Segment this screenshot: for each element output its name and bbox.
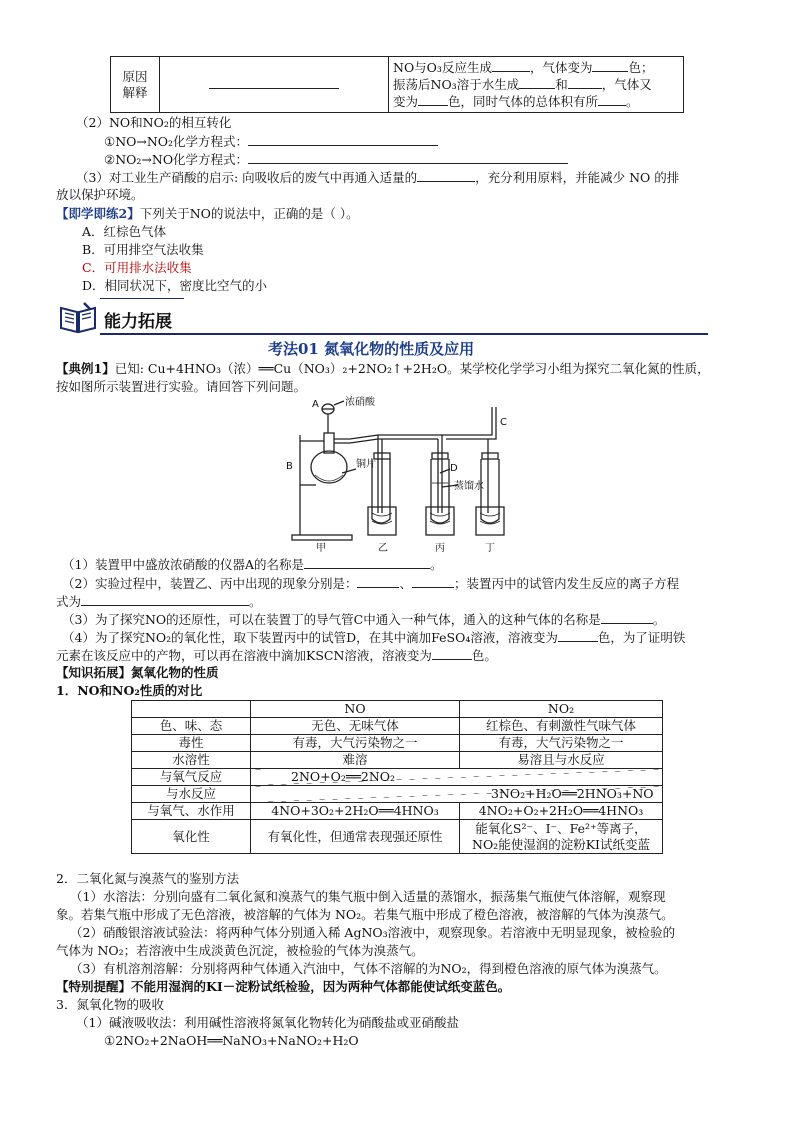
table-cell-merged: 2NO+O₂══2NO₂ xyxy=(251,769,663,786)
part2-tip: 【特别提醒】不能用湿润的KI－淀粉试纸检验，因为两种气体都能使试纸变蓝色。 xyxy=(56,979,511,994)
example-tag: 【典例1】 xyxy=(56,361,115,376)
practice-question: 【即学即练2】下列关于NO的说法中，正确的是（ ）。 xyxy=(56,206,359,221)
table-cell: 与氧气、水作用 xyxy=(132,803,251,820)
open-book-icon xyxy=(58,300,98,334)
answer-blank[interactable] xyxy=(568,76,602,89)
option-c: C．可用排水法收集 xyxy=(82,260,192,275)
answer-blank[interactable] xyxy=(592,59,628,72)
answer-blank[interactable] xyxy=(598,93,626,106)
banner-title: 能力拓展 xyxy=(104,312,172,332)
answer-blank[interactable] xyxy=(357,575,399,588)
table-row xyxy=(132,786,663,803)
label-jia: 甲 xyxy=(316,543,326,553)
table-cell: 氧化性 xyxy=(132,820,251,854)
table-cell: 色、味、态 xyxy=(132,718,251,735)
sec2-title: （2）NO和NO₂的相互转化 xyxy=(76,115,232,130)
label-d: D xyxy=(450,463,458,474)
label-yi: 乙 xyxy=(378,543,388,553)
example-line1: 【典例1】已知: Cu+4HNO₃（浓）══Cu（NO₃）₂+2NO₂↑+2H₂O。某学校化学学习小组为探究二氧化氮的性质， xyxy=(56,361,710,376)
label-copper: 铜片 xyxy=(356,459,376,470)
table-row xyxy=(132,769,663,786)
answer-blank[interactable] xyxy=(418,93,448,106)
answer-blank[interactable] xyxy=(558,629,598,642)
answer-blank[interactable] xyxy=(519,76,555,89)
question-1: （1）装置甲中盛放浓硝酸的仪器A的名称是 。 xyxy=(62,557,443,572)
blank-cell xyxy=(160,57,389,113)
question-2: （2）实验过程中，装置乙、丙中出现的现象分别是： 、 ；装置丙中的试管内发生反应的离子方程 xyxy=(62,576,679,591)
table-cell: 红棕色、有刺激性气味气体 xyxy=(460,718,663,735)
table-cell: 有毒，大气污染物之一 xyxy=(251,735,460,752)
table-header: NO₂ xyxy=(460,701,663,718)
answer-blank[interactable] xyxy=(304,556,430,569)
question-4-cont: 元素在该反应中的产物，可以再在溶液中滴加KSCN溶液，溶液变为 色。 xyxy=(56,648,497,663)
table-cell: 与水反应 xyxy=(132,786,251,803)
sec2-item1: ①NO→NO₂化学方程式： xyxy=(104,133,438,150)
table-cell: 4NO+3O₂+2H₂O══4HNO₃ xyxy=(251,803,460,820)
label-c: C xyxy=(500,417,507,428)
label-a: A xyxy=(312,399,319,410)
knowledge-tag: 【知识拓展】氮氧化物的性质 xyxy=(56,665,219,680)
label-b: B xyxy=(286,461,293,472)
part3-p1: （1）碱液吸收法：利用碱性溶液将氮氧化物转化为硝酸盐或亚硝酸盐 xyxy=(76,1015,459,1030)
label-water: 蒸馏水 xyxy=(454,481,484,492)
knowledge-title-1: 1．NO和NO₂性质的对比 xyxy=(56,683,203,698)
answer-blank[interactable] xyxy=(412,575,454,588)
table-header xyxy=(132,701,251,718)
label-bing: 丙 xyxy=(435,543,445,553)
table-cell: 有毒，大气污染物之一 xyxy=(460,735,663,752)
label-conc-nitric: 浓硝酸 xyxy=(345,397,375,408)
example-line2: 按如图所示装置进行实验。请回答下列问题。 xyxy=(56,379,307,394)
answer-blank[interactable] xyxy=(492,59,530,72)
table-row xyxy=(132,718,663,735)
part3-title: 3．氮氧化物的吸收 xyxy=(56,997,164,1012)
table-cell: 水溶性 xyxy=(132,752,251,769)
question-3: （3）为了探究NO的还原性，可以在装置丁的导气管C中通入一种气体，通入的这种气体的名称是 。 xyxy=(62,612,666,627)
option-d: D．相同状况下，密度比空气的小 xyxy=(82,278,268,293)
answer-blank[interactable] xyxy=(209,76,339,89)
answer-blank[interactable] xyxy=(601,611,653,624)
label-ding: 丁 xyxy=(485,543,495,553)
top-table xyxy=(110,56,684,113)
answer-blank[interactable] xyxy=(417,169,475,182)
part2-p1a: （1）水溶法：分别向盛有二氧化氮和溴蒸气的集气瓶中倒入适量的蒸馏水，振荡集气瓶使气体溶解，观察现 xyxy=(70,889,666,904)
table-header: NO xyxy=(251,701,460,718)
table-cell: 难溶 xyxy=(251,752,460,769)
table-row xyxy=(132,752,663,769)
answer-blank[interactable] xyxy=(248,133,438,146)
reason-text-cell: NO与O₃反应生成 ，气体变为 色； 振荡后NO₃溶于水生成 和 ，气体又 变为 色，同时气体的总体积有所 。 xyxy=(389,57,684,113)
part2-p2a: （2）硝酸银溶液试验法：将两种气体分别通入稀 AgNO₃溶液中，观察现象。若溶液中无明显现象，被检验的 xyxy=(70,925,676,940)
part2-p3: （3）有机溶剂溶解：分别将两种气体通入汽油中，气体不溶解的为NO₂，得到橙色溶液的原气体为溴蒸气。 xyxy=(70,961,667,976)
question-2-cont: 式为 。 xyxy=(56,594,262,609)
part2-p1b: 象。若集气瓶中形成了无色溶液，被溶解的气体为 NO₂。若集气瓶中形成了橙色溶液，被溶解的气体为溴蒸气。 xyxy=(56,907,674,922)
table-cell-merged: 3NO₂+H₂O══2HNO₃+NO xyxy=(251,786,663,803)
sec3-line1: （3）对工业生产硝酸的启示: 向吸收后的废气中再通入适量的 ，充分利用原料，并能减少 NO 的排 xyxy=(76,170,680,185)
table-row xyxy=(132,803,663,820)
table-row xyxy=(132,820,663,854)
method-title: 考法01 氮氧化物的性质及应用 xyxy=(268,340,475,358)
option-b: B．可用排空气法收集 xyxy=(82,242,204,257)
part3-eq: ①2NO₂+2NaOH══NaNO₃+NaNO₂+H₂O xyxy=(104,1033,359,1048)
sec3-line2: 放以保护环境。 xyxy=(56,187,144,202)
banner xyxy=(56,298,708,336)
table-cell: 4NO₂+O₂+2H₂O══4HNO₃ xyxy=(460,803,663,820)
part2-p2b: 气体为 NO₂；若溶液中生成淡黄色沉淀，被检验的气体为溴蒸气。 xyxy=(56,943,424,958)
table-cell: 无色、无味气体 xyxy=(251,718,460,735)
option-a: A．红棕色气体 xyxy=(82,224,167,239)
table-cell: 有氧化性，但通常表现强还原性 xyxy=(251,820,460,854)
answer-blank[interactable] xyxy=(432,647,472,660)
table-cell: 与氧气反应 xyxy=(132,769,251,786)
sec2-item2: ②NO₂→NO化学方程式： xyxy=(104,151,568,168)
table-cell: 易溶且与水反应 xyxy=(460,752,663,769)
part2-title: 2．二氧化氮与溴蒸气的鉴别方法 xyxy=(56,871,239,886)
answer-blank[interactable] xyxy=(81,593,249,606)
table-row xyxy=(132,735,663,752)
question-4: （4）为了探究NO₂的氧化性，取下装置丙中的试管D，在其中滴加FeSO₄溶液，溶液变为 色，为了证明铁 xyxy=(62,630,686,645)
answer-blank[interactable] xyxy=(248,151,568,164)
practice-tag: 【即学即练2】 xyxy=(56,206,140,221)
apparatus-diagram xyxy=(282,395,522,553)
table-cell: 毒性 xyxy=(132,735,251,752)
compare-table xyxy=(131,700,663,854)
table-cell: 能氧化S²⁻、I⁻、Fe²⁺等离子， NO₂能使湿润的淀粉KI试纸变蓝 xyxy=(460,820,663,854)
reason-label-cell: 原因 解释 xyxy=(111,57,160,113)
